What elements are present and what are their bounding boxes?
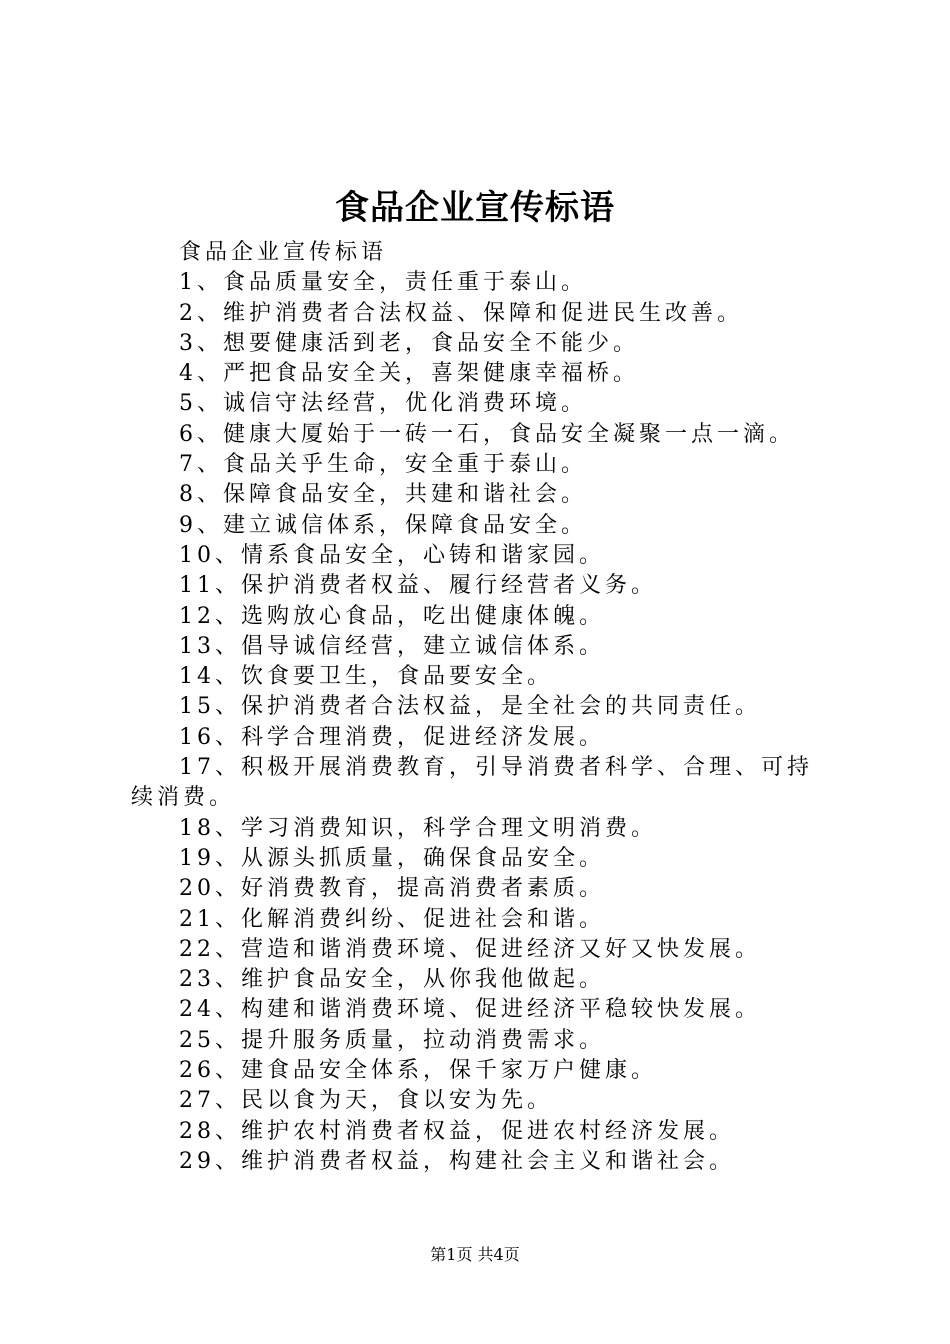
- paragraph: 21、化解消费纠纷、促进社会和谐。: [179, 906, 605, 932]
- paragraph: 29、维护消费者权益，构建社会主义和谐社会。: [179, 1148, 735, 1174]
- paragraph: 6、健康大厦始于一砖一石，食品安全凝聚一点一滴。: [179, 421, 795, 447]
- paragraph: 24、构建和谐消费环境、促进经济平稳较快发展。: [179, 997, 761, 1023]
- paragraph: 13、倡导诚信经营，建立诚信体系。: [179, 633, 605, 659]
- paragraph: 15、保护消费者合法权益，是全社会的共同责任。: [179, 694, 761, 720]
- paragraph: 4、严把食品安全关，喜架健康幸福桥。: [179, 361, 639, 387]
- document-title: 食品企业宣传标语: [335, 188, 615, 228]
- document-body: [131, 238, 837, 1177]
- paragraph: 11、保护消费者权益、履行经营者义务。: [179, 573, 657, 599]
- paragraph: 28、维护农村消费者权益，促进农村经济发展。: [179, 1118, 735, 1144]
- paragraph: 14、饮食要卫生，食品要安全。: [179, 664, 553, 690]
- paragraph: 5、诚信守法经营，优化消费环境。: [179, 391, 587, 417]
- paragraph: 20、好消费教育，提高消费者素质。: [179, 876, 605, 902]
- paragraph: 8、保障食品安全，共建和谐社会。: [179, 482, 587, 508]
- paragraph: 9、建立诚信体系，保障食品安全。: [179, 512, 587, 538]
- paragraph: 23、维护食品安全，从你我他做起。: [179, 967, 605, 993]
- paragraph: 1、食品质量安全，责任重于泰山。: [179, 270, 587, 296]
- paragraph: 食品企业宣传标语: [179, 240, 388, 265]
- paragraph: 26、建食品安全体系，保千家万户健康。: [179, 1058, 657, 1084]
- paragraph: 10、情系食品安全，心铸和谐家园。: [179, 542, 605, 568]
- paragraph: 12、选购放心食品，吃出健康体魄。: [179, 603, 605, 629]
- page-footer: 第1页 共4页: [430, 1245, 520, 1264]
- paragraph: 18、学习消费知识，科学合理文明消费。: [179, 815, 657, 841]
- paragraph: 7、食品关乎生命，安全重于泰山。: [179, 452, 587, 478]
- paragraph: 17、积极开展消费教育，引导消费者科学、合理、可持续消费。: [131, 755, 813, 811]
- paragraph: 19、从源头抓质量，确保食品安全。: [179, 845, 605, 871]
- paragraph: 16、科学合理消费，促进经济发展。: [179, 724, 605, 750]
- paragraph: 2、维护消费者合法权益、保障和促进民生改善。: [179, 300, 743, 326]
- paragraph: 27、民以食为天，食以安为先。: [179, 1088, 553, 1114]
- paragraph: 3、想要健康活到老，食品安全不能少。: [179, 330, 639, 356]
- paragraph: 25、提升服务质量，拉动消费需求。: [179, 1027, 605, 1053]
- paragraph: 22、营造和谐消费环境、促进经济又好又快发展。: [179, 936, 761, 962]
